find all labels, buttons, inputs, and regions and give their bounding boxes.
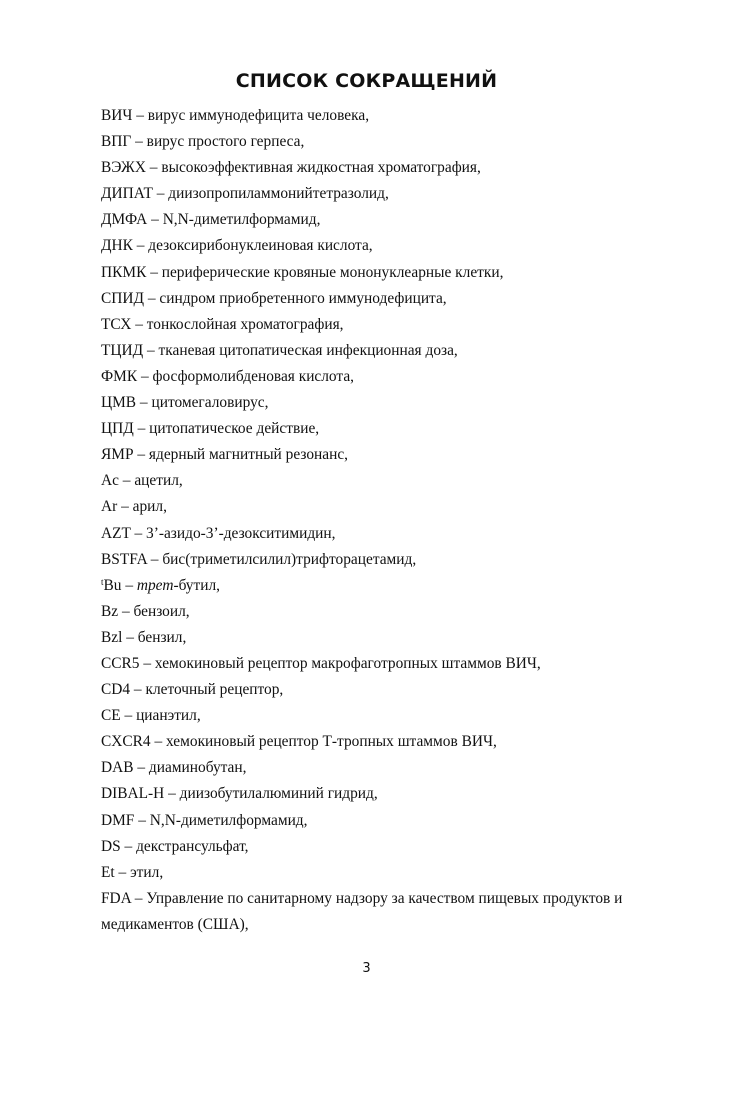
dash-separator: – (133, 446, 149, 464)
dash-separator: – (118, 602, 134, 620)
abbreviation (101, 629, 122, 646)
list-item (101, 207, 661, 233)
abbreviation-text: ЦМВ (101, 394, 137, 412)
list-item (101, 129, 661, 155)
definition-text: N,N-диметилформамид, (162, 211, 321, 229)
abbreviation (101, 498, 117, 515)
dash-separator: – (122, 628, 138, 646)
definition-text: дезоксирибонуклеиновая кислота, (148, 237, 373, 255)
abbreviation-text: ВПГ (101, 133, 132, 151)
definition (159, 290, 446, 307)
abbreviation (101, 368, 137, 385)
dash-separator: – (145, 159, 162, 177)
page-number: 3 (362, 961, 371, 976)
definition-text: ядерный магнитный резонанс, (148, 446, 349, 464)
definition-text: диаминобутан, (148, 759, 247, 777)
abbreviation-text: ДНК (101, 237, 133, 255)
definition-text: 3’-азидо-3’-дезокситимидин, (146, 524, 336, 542)
dash-separator: – (131, 133, 147, 151)
definition-text: высокоэффективная жидкостная хроматография, (161, 159, 481, 177)
definition-text: диизобутилалюминий гидрид, (179, 785, 378, 803)
abbreviation-text: СПИД (101, 289, 144, 307)
abbreviation (101, 655, 140, 672)
definition-text: N,N-диметилформамид, (149, 811, 308, 829)
abbreviation (101, 290, 144, 307)
definition (133, 498, 167, 515)
list-item (101, 364, 661, 390)
abbreviation (101, 446, 134, 463)
abbreviation-text: ДИПАТ (101, 185, 153, 203)
abbreviation-text: DIBAL-H (101, 785, 165, 803)
dash-separator: – (131, 315, 147, 333)
definition (134, 603, 190, 620)
abbreviation (101, 264, 146, 281)
abbreviation (101, 159, 146, 176)
list-item (101, 860, 661, 886)
definition (145, 681, 283, 698)
definition-text: Управление по санитарному надзору за качеством пищевых продуктов и медикаментов (США), (101, 889, 623, 933)
dash-separator: – (120, 707, 137, 725)
definition (134, 472, 182, 489)
definition-text: арил, (132, 498, 167, 516)
definition (162, 264, 504, 281)
abbreviation-text: CD4 (101, 681, 131, 699)
list-item (101, 155, 661, 181)
list-item (101, 651, 661, 677)
definition (136, 707, 201, 724)
abbreviation-text: ДМФА (101, 211, 148, 229)
list-item (101, 286, 661, 312)
page-title: СПИСОК СОКРАЩЕНИЙ (235, 70, 498, 92)
definition-text: бензоил, (133, 602, 190, 620)
dash-separator: – (137, 367, 153, 385)
abbreviation (101, 551, 147, 568)
abbreviation (101, 812, 134, 829)
definition (101, 890, 622, 933)
dash-separator: – (152, 185, 169, 203)
definition-text: этил, (130, 863, 164, 881)
abbreviation-text: CXCR4 (101, 733, 151, 751)
abbreviation-text: FDA (101, 889, 131, 907)
abbreviation-text: ТСХ (101, 315, 132, 333)
definition (148, 237, 372, 254)
abbreviation-text: DAB (101, 759, 134, 777)
abbreviation-superscript: t (101, 576, 104, 587)
list-item (101, 729, 661, 755)
abbreviation (101, 211, 147, 228)
dash-separator: – (132, 107, 148, 124)
definition-text: синдром приобретенного иммунодефицита, (159, 289, 447, 307)
list-item (101, 781, 661, 807)
definition-text: тканевая цитопатическая инфекционная доза, (158, 341, 458, 359)
definition-text: цианэтил, (136, 707, 201, 725)
definition-text: хемокиновый рецептор Т-тропных штаммов ВИЧ, (166, 733, 497, 751)
list-item (101, 181, 661, 207)
abbreviation (101, 472, 119, 489)
list-item (101, 416, 661, 442)
abbreviation (101, 394, 136, 411)
abbreviation-text: CCR5 (101, 654, 140, 672)
abbreviation (101, 864, 115, 881)
dash-separator: – (130, 524, 147, 542)
abbreviation (101, 759, 134, 776)
list-item (101, 338, 661, 364)
dash-separator: – (164, 785, 180, 803)
definition (155, 655, 541, 672)
list-item (101, 521, 661, 547)
abbreviation (101, 681, 130, 698)
definition (161, 159, 481, 176)
dash-separator: – (134, 811, 150, 829)
list-item (101, 547, 661, 573)
definition (147, 133, 305, 150)
list-item (101, 390, 661, 416)
abbreviation-text: Et (101, 863, 115, 881)
list-item (101, 103, 661, 129)
abbreviation (101, 185, 153, 202)
dash-separator: – (118, 472, 135, 490)
definition (166, 733, 497, 750)
definition-text: цитопатическое действие, (149, 420, 320, 438)
definition-text: бис(триметилсилил)трифторацетамид, (162, 550, 417, 568)
list-item (101, 886, 661, 938)
abbreviation-list (101, 103, 661, 938)
list-item (101, 808, 661, 834)
abbreviation-text: ВЭЖХ (101, 159, 146, 177)
dash-separator: – (130, 889, 147, 907)
dash-separator: – (144, 289, 160, 307)
abbreviation (101, 707, 121, 724)
definition-italic: трет (136, 576, 174, 594)
list-item (101, 677, 661, 703)
definition-text: -бутил, (173, 576, 220, 594)
dash-separator: – (146, 550, 163, 568)
list-item (101, 494, 661, 520)
definition (180, 785, 378, 802)
definition (138, 629, 187, 646)
abbreviation (101, 420, 134, 437)
abbreviation-text: Ar (101, 498, 118, 516)
list-item (101, 468, 661, 494)
definition (136, 838, 248, 855)
abbreviation-text: Bz (101, 602, 119, 620)
dash-separator: – (139, 654, 155, 672)
abbreviation-text: Bu (103, 576, 122, 594)
abbreviation-text: DMF (101, 811, 135, 829)
dash-separator: – (146, 263, 162, 281)
dash-separator: – (120, 837, 137, 855)
dash-separator: – (150, 733, 166, 751)
definition (137, 577, 220, 594)
definition (162, 551, 416, 568)
dash-separator: – (132, 237, 149, 255)
dash-separator: – (130, 681, 146, 699)
definition-text: фосформолибденовая кислота, (152, 367, 355, 385)
abbreviation (101, 107, 132, 124)
list-item (101, 233, 661, 259)
definition (168, 185, 389, 202)
definition (130, 864, 163, 881)
abbreviation-text: ПКМК (101, 263, 147, 281)
abbreviation (101, 577, 121, 594)
definition (163, 211, 321, 228)
definition (159, 342, 458, 359)
abbreviation (101, 890, 131, 907)
abbreviation (101, 342, 143, 359)
definition (146, 525, 335, 542)
dash-separator: – (147, 211, 163, 229)
dash-separator: – (121, 576, 137, 594)
abbreviation-text: AZT (101, 524, 131, 542)
dash-separator: – (117, 498, 133, 516)
definition (148, 107, 369, 124)
list-item (101, 312, 661, 338)
abbreviation (101, 733, 151, 750)
list-item (101, 442, 661, 468)
dash-separator: – (133, 759, 149, 777)
definition (147, 316, 344, 333)
abbreviation (101, 603, 118, 620)
abbreviation-text: BSTFA (101, 550, 147, 568)
abbreviation-text: CE (101, 707, 121, 725)
list-item (101, 703, 661, 729)
list-item (101, 573, 661, 599)
definition (149, 759, 247, 776)
dash-separator: – (114, 863, 131, 881)
abbreviation-text: ЦПД (101, 420, 134, 438)
definition-text: хемокиновый рецептор макрофаготропных штаммов ВИЧ, (154, 654, 541, 672)
abbreviation (101, 525, 131, 542)
list-item (101, 834, 661, 860)
definition-text: цитомегаловирус, (151, 394, 269, 412)
abbreviation (101, 237, 133, 254)
definition-text: ацетил, (134, 472, 183, 490)
definition-text: бензил, (137, 628, 187, 646)
definition-text: вирус иммунодефицита человека, (147, 107, 370, 124)
definition-text: тонкослойная хроматография, (146, 315, 344, 333)
list-item (101, 625, 661, 651)
definition (150, 812, 308, 829)
abbreviation (101, 316, 131, 333)
definition-text: вирус простого герпеса, (146, 133, 305, 151)
list-item (101, 260, 661, 286)
dash-separator: – (133, 420, 150, 438)
abbreviation-text: Bzl (101, 628, 123, 646)
definition-text: диизопропиламмонийтетразолид, (168, 185, 389, 203)
definition (153, 368, 355, 385)
definition-text: декстрансульфат, (136, 837, 249, 855)
abbreviation-text: ЯМР (101, 446, 134, 464)
abbreviation-text: DS (101, 837, 121, 855)
definition-text: периферические кровяные мононуклеарные клетки, (161, 263, 504, 281)
abbreviation (101, 785, 164, 802)
abbreviation-text: ТЦИД (101, 341, 144, 359)
definition (149, 446, 348, 463)
dash-separator: – (143, 341, 159, 359)
definition-text: клеточный рецептор, (145, 681, 284, 699)
abbreviation (101, 133, 131, 150)
definition (151, 394, 268, 411)
list-item (101, 755, 661, 781)
abbreviation-text: ФМК (101, 367, 138, 385)
definition (149, 420, 319, 437)
abbreviation-text: Ac (101, 472, 119, 490)
list-item (101, 599, 661, 625)
abbreviation-text: ВИЧ (101, 107, 133, 124)
dash-separator: – (136, 394, 152, 412)
abbreviation (101, 838, 121, 855)
